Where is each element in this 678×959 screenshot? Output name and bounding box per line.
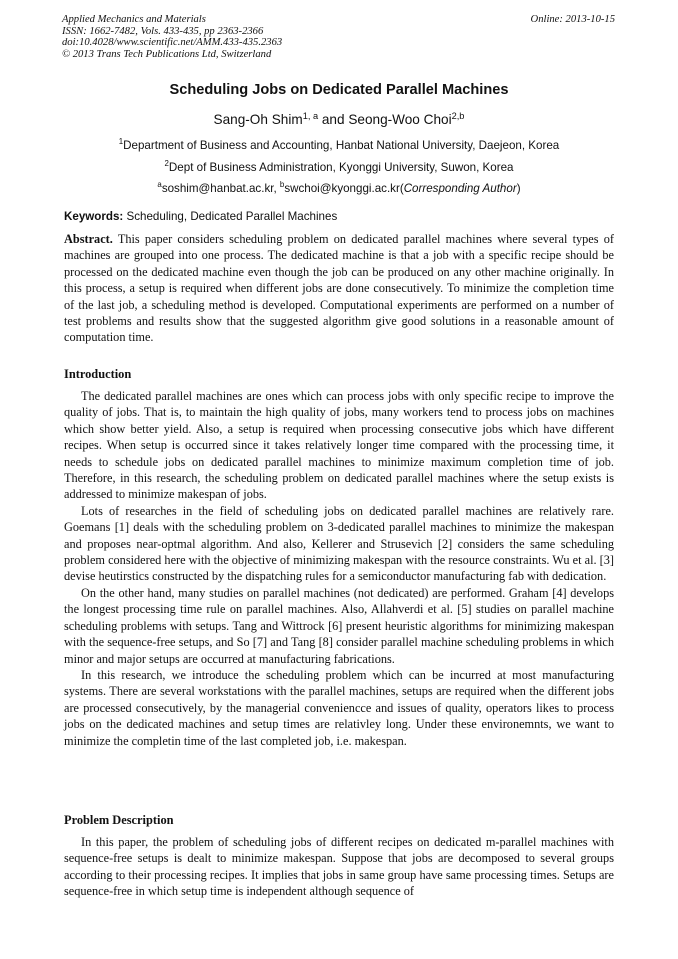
problem-description-heading: Problem Description xyxy=(64,813,174,827)
intro-paragraph-1: The dedicated parallel machines are ones which can process jobs with only specific recipe to improve the quality of jobs. That is, to maintain the high quality of jobs, many workers tend to process jobs on machines which show better yield. Also, a setup is required when processing consecutive jobs which have different recipes. When setup is occurred since it takes relatively longer time compared with the processing time, it needs to schedule jobs on dedicated parallel machines to minimize maximum completion time of job. Therefore, in this research, the scheduling problem on dedicated parallel machines where the setup exists is addressed to minimize makespan of jobs. xyxy=(64,389,614,502)
keywords-text: Scheduling, Dedicated Parallel Machines xyxy=(123,210,338,223)
author-line xyxy=(0,112,678,127)
abstract-label: Abstract. xyxy=(64,232,113,246)
email-b-sup: b xyxy=(279,180,285,189)
intro-paragraph-4: In this research, we introduce the scheduling problem which can be incurred at most manufacturing systems. There are several workstations with the parallel machines, setups are required when the different jobs are processed consecutively, by the managerial conveniencce and issues of quality, operators likes to process jobs on the dedicated machines and setup times are relativley long. Under these environemnts, we want to minimize the completin time of the last completed job, i.e. makespan. xyxy=(64,667,614,748)
problem-paragraph-1: In this paper, the problem of scheduling jobs of different recipes on dedicated m-parallel machines with sequence-free setups is dealt to minimize makespan. Suppose that jobs are decomposed to several groups according to their processing recipes. It implies that jobs in same group have same processing times. Setups are sequence-free in which setup time is independent although sequence of xyxy=(64,835,614,899)
abstract-text: This paper considers scheduling problem on dedicated parallel machines where several types of machines are grouped into one process. The dedicated machine is that a job with a specific recipe should be processed on the dedicated machine even though the job can be produced on any other machine originally. In this process, a setup is required when different jobs are done consecutively. To minimize the completion time of the last job, a scheduling method is developed. Computational experiments are performed on a number of test problems and results show that the suggested algorithm give good solutions in a reasonable amount of computation time. xyxy=(64,232,614,345)
copyright-line: © 2013 Trans Tech Publications Ltd, Switzerland xyxy=(62,48,272,60)
author-1: Sang-Oh Shim xyxy=(213,112,303,127)
journal-header xyxy=(62,14,422,60)
introduction-heading: Introduction xyxy=(64,367,132,381)
affiliation-2-sup: 2 xyxy=(164,159,169,168)
keywords-label: Keywords: xyxy=(64,210,124,223)
author-1-sup: 1, a xyxy=(302,111,319,121)
author-2-sup: 2,b xyxy=(451,111,465,121)
keywords-line xyxy=(64,210,624,223)
email-a: soshim@hanbat.ac.kr, xyxy=(161,182,280,195)
corresponding-author-note: Corresponding Author xyxy=(403,182,517,195)
affiliation-1-sup: 1 xyxy=(118,137,124,146)
doi-line: doi:10.4028/www.scientific.net/AMM.433-435.2363 xyxy=(62,37,283,49)
problem-description-body xyxy=(64,834,614,900)
email-close: ) xyxy=(516,182,521,195)
intro-paragraph-3: On the other hand, many studies on parallel machines (not dedicated) are performed. Graham [4] develops the longest processing time rule on parallel machines. Also, Allahverdi et al. [5] studies on parallel machine scheduling problems with setups. Tang and Wittrock [6] present heuristic algorithms for minimizing makespan with the sequence-free setups, and So [7] and Tang [8] consider parallel machine scheduling problems in which minor and major setups are occurred at manufacturing fabrications. xyxy=(64,585,614,666)
online-date: Online: 2013-10-15 xyxy=(530,14,615,25)
intro-paragraph-2: Lots of researches in the field of scheduling jobs on dedicated parallel machines are relatively rare. Goemans [1] deals with the scheduling problem on 3-dedicated parallel machines to minimize the makespan and proposes near-optmal algorithm. And also, Kellerer and Strusevich [2] considers the same scheduling problem considered here with the objective of minimizing makespan with the resource constraints. Wu et al. [3] devise heutirstics constructed by the dispatching rules for a semiconductor manufacturing fab with dedication. xyxy=(64,503,614,584)
paper-title: Scheduling Jobs on Dedicated Parallel Machines xyxy=(169,82,509,98)
affiliation-1 xyxy=(0,139,678,152)
email-a-sup: a xyxy=(157,180,162,189)
author-conjunction: and xyxy=(318,112,349,127)
affiliation-2 xyxy=(0,161,678,174)
introduction-body xyxy=(64,388,614,749)
issn-line: ISSN: 1662-7482, Vols. 433-435, pp 2363-2366 xyxy=(62,25,264,37)
affiliation-1-text: Department of Business and Accounting, Hanbat National University, Daejeon, Korea xyxy=(123,139,560,152)
author-2: Seong-Woo Choi xyxy=(348,112,452,127)
journal-name: Applied Mechanics and Materials xyxy=(62,14,206,25)
abstract-block xyxy=(64,231,614,346)
email-b: swchoi@kyonggi.ac.kr( xyxy=(284,182,404,195)
email-line xyxy=(0,182,678,195)
affiliation-2-text: Dept of Business Administration, Kyonggi University, Suwon, Korea xyxy=(168,161,514,174)
